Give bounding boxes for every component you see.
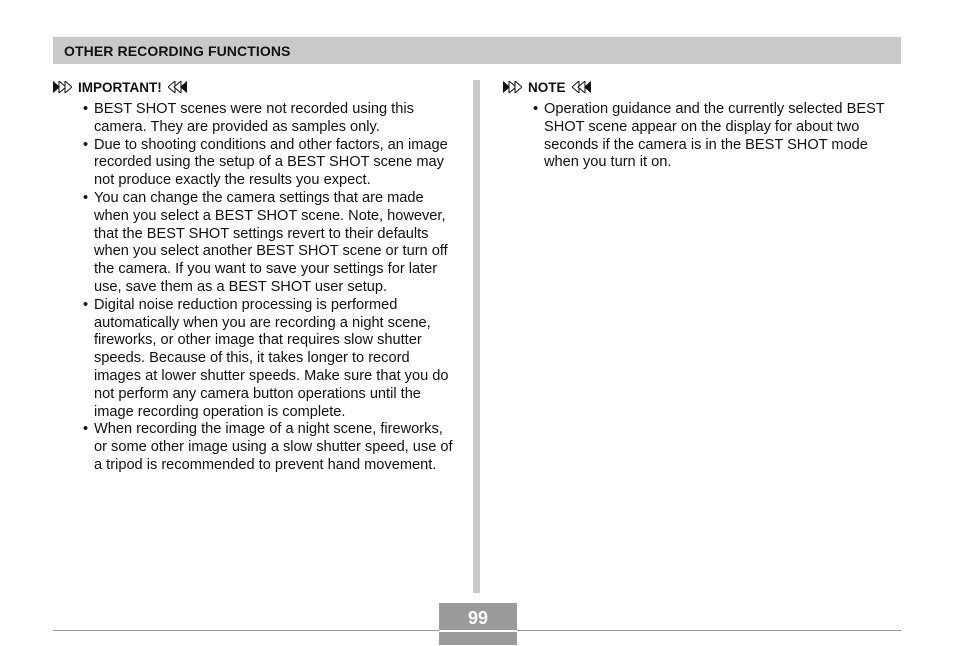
page-number: 99	[467, 608, 489, 628]
page-number-band	[439, 630, 517, 632]
list-item: • Digital noise reduction processing is performed automatically when you are recording a night scene, fireworks, or other image that requires slow shutter speeds. Because of this, it takes longer to record images at lower shutter speeds. Make sure that you do not perform any camera button operations until the image recording operation is complete.	[83, 297, 458, 422]
section-header-bar	[53, 37, 901, 64]
important-list	[53, 101, 458, 475]
list-item: • When recording the image of a night scene, fireworks, or some other image using a slow shutter speed, use of a tripod is recommended to prevent hand movement.	[83, 421, 458, 474]
section-header-title: OTHER RECORDING FUNCTIONS	[64, 43, 291, 59]
note-heading: NOTE	[528, 79, 566, 95]
triple-right-arrow-icon	[53, 81, 72, 93]
list-item: • BEST SHOT scenes were not recorded using this camera. They are provided as samples only.	[83, 101, 458, 137]
column-divider	[473, 80, 480, 593]
triple-left-arrow-icon	[572, 81, 591, 93]
triple-left-arrow-icon	[168, 81, 187, 93]
note-list	[503, 101, 903, 172]
important-heading-row	[53, 78, 458, 96]
important-heading: IMPORTANT!	[78, 79, 162, 95]
list-item: • You can change the camera settings that are made when you select a BEST SHOT scene. Note, however, that the BEST SHOT settings revert to their defaults when you select another BEST SHOT scene or turn off the camera. If you want to save your settings for later use, save them as a BEST SHOT user setup.	[83, 190, 458, 297]
important-section	[53, 78, 458, 475]
list-item: • Operation guidance and the currently selected BEST SHOT scene appear on the display for about two seconds if the camera is in the BEST SHOT mode when you turn it on.	[533, 101, 903, 172]
list-item: • Due to shooting conditions and other factors, an image recorded using the setup of a BEST SHOT scene may not produce exactly the results you expect.	[83, 137, 458, 190]
triple-right-arrow-icon	[503, 81, 522, 93]
note-heading-row	[503, 78, 903, 96]
page-number-box	[439, 603, 517, 645]
note-section	[503, 78, 903, 172]
